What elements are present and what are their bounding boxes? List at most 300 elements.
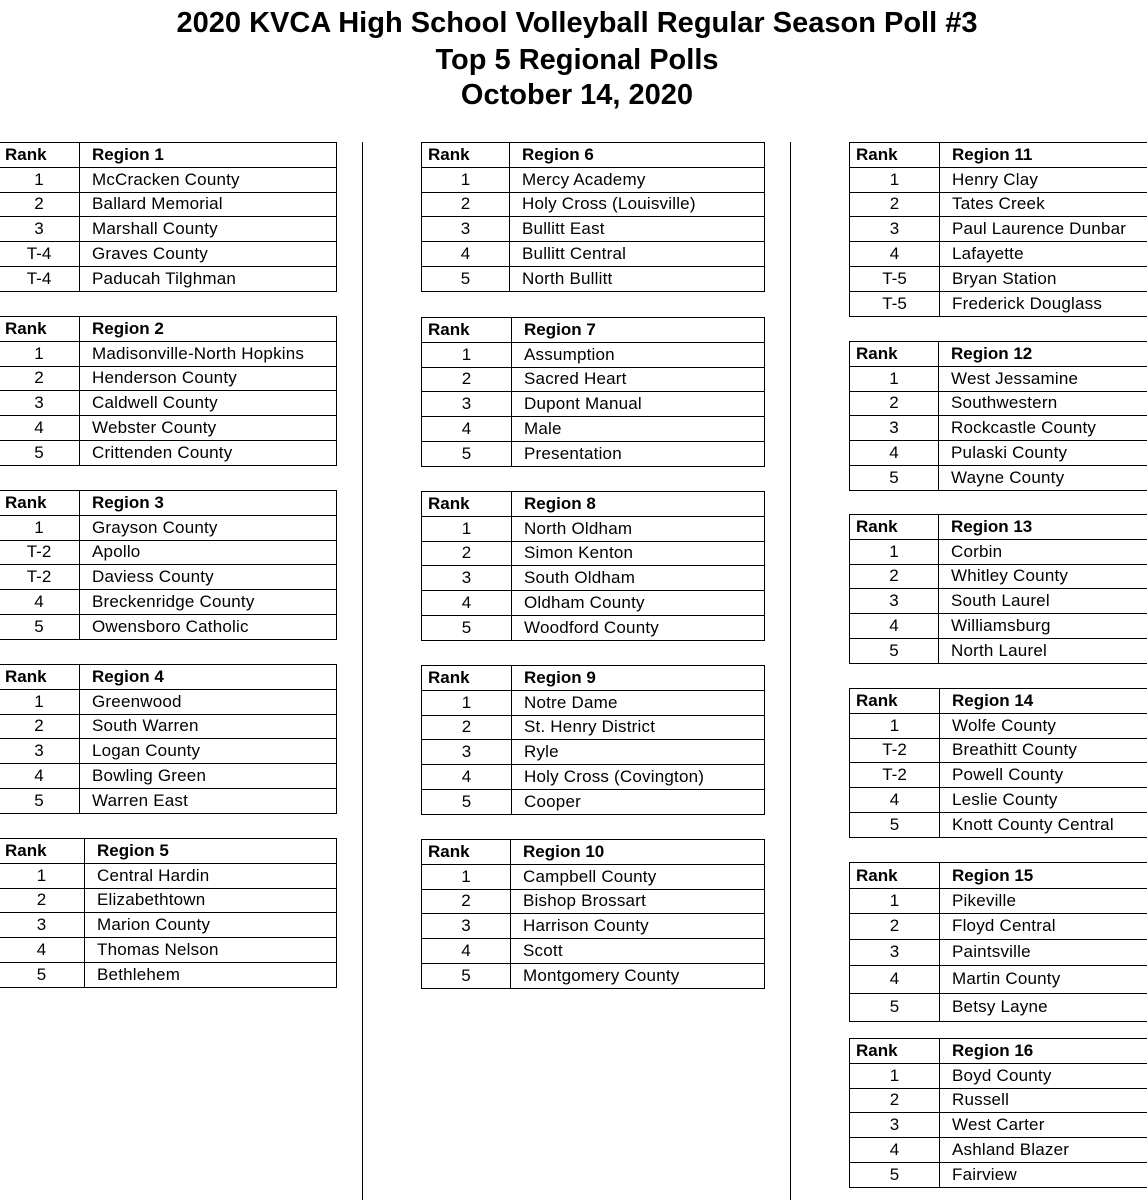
team-cell: Bishop Brossart <box>511 889 765 914</box>
column-divider-1 <box>362 142 363 1200</box>
table-row <box>850 1138 1147 1163</box>
rank-cell: T-2 <box>0 540 80 565</box>
table-row <box>850 242 1147 267</box>
rank-cell: 2 <box>0 714 80 739</box>
team-cell: Graves County <box>80 242 337 267</box>
team-cell: Martin County <box>940 965 1147 993</box>
rank-cell: 2 <box>850 192 940 217</box>
region-name: Region 12 <box>939 342 1147 367</box>
team-cell: Holy Cross (Covington) <box>512 765 765 790</box>
team-cell: Bullitt East <box>510 217 765 242</box>
team-cell: Owensboro Catholic <box>80 614 337 639</box>
region-name: Region 16 <box>940 1039 1147 1064</box>
team-cell: Russell <box>940 1088 1147 1113</box>
rank-cell: 3 <box>422 740 512 765</box>
table-header-row <box>850 863 1147 889</box>
rank-cell: 4 <box>422 765 512 790</box>
region-8-table <box>421 491 765 641</box>
table-row <box>422 914 765 939</box>
table-row <box>422 889 765 914</box>
table-header-row <box>0 839 337 864</box>
team-cell: Madisonville-North Hopkins <box>80 341 337 366</box>
rank-cell: 1 <box>422 342 512 367</box>
rank-cell: 4 <box>0 938 85 963</box>
table-row <box>422 690 765 715</box>
rank-header: Rank <box>850 863 940 889</box>
rank-cell: 4 <box>422 591 512 616</box>
table-row <box>850 788 1147 813</box>
table-row <box>422 516 765 541</box>
table-row <box>0 391 337 416</box>
rank-cell: 3 <box>422 566 512 591</box>
table-row <box>850 812 1147 837</box>
rank-cell: 5 <box>850 812 940 837</box>
team-cell: Bryan Station <box>940 266 1147 291</box>
table-row <box>422 566 765 591</box>
team-cell: South Laurel <box>939 589 1147 614</box>
team-cell: North Laurel <box>939 638 1147 663</box>
team-cell: Crittenden County <box>80 440 337 465</box>
rank-cell: 2 <box>850 564 939 589</box>
table-row <box>422 392 765 417</box>
rank-header: Rank <box>422 666 512 691</box>
table-row <box>0 863 337 888</box>
team-cell: Boyd County <box>940 1063 1147 1088</box>
team-cell: Cooper <box>512 789 765 814</box>
rank-cell: 3 <box>0 217 80 242</box>
region-14-table <box>849 688 1147 838</box>
team-cell: Mercy Academy <box>510 167 765 192</box>
table-row <box>850 465 1147 490</box>
team-cell: Caldwell County <box>80 391 337 416</box>
region-name: Region 2 <box>80 317 337 342</box>
rank-cell: 2 <box>850 1088 940 1113</box>
rank-cell: 3 <box>850 217 940 242</box>
rank-cell: 2 <box>422 192 510 217</box>
table-row <box>850 167 1147 192</box>
rank-cell: 3 <box>850 416 939 441</box>
table-row <box>850 539 1147 564</box>
team-cell: Central Hardin <box>85 863 337 888</box>
team-cell: Marshall County <box>80 217 337 242</box>
region-5-table <box>0 838 337 988</box>
region-4-table <box>0 664 337 814</box>
table-row <box>422 266 765 291</box>
table-row <box>0 192 337 217</box>
table-row <box>850 1063 1147 1088</box>
team-cell: Floyd Central <box>940 914 1147 940</box>
poll-subtitle: Top 5 Regional Polls <box>435 44 719 76</box>
rank-cell: 5 <box>422 963 511 988</box>
team-cell: South Warren <box>80 714 337 739</box>
rank-cell: 3 <box>422 217 510 242</box>
team-cell: St. Henry District <box>512 715 765 740</box>
rank-header: Rank <box>850 1039 940 1064</box>
table-row <box>0 962 337 987</box>
rank-cell: 2 <box>850 914 940 940</box>
table-row <box>422 789 765 814</box>
rank-cell: 5 <box>422 789 512 814</box>
rank-cell: 1 <box>850 366 939 391</box>
table-header-row <box>0 317 337 342</box>
team-cell: Male <box>512 417 765 442</box>
table-row <box>850 993 1147 1021</box>
team-cell: Williamsburg <box>939 614 1147 639</box>
table-header-row <box>850 143 1147 168</box>
rank-cell: 4 <box>850 965 940 993</box>
rank-cell: T-2 <box>850 738 940 763</box>
team-cell: Pulaski County <box>939 441 1147 466</box>
table-row <box>850 889 1147 914</box>
table-row <box>422 167 765 192</box>
rank-header: Rank <box>422 492 512 517</box>
rank-cell: 5 <box>0 788 80 813</box>
table-row <box>0 614 337 639</box>
table-row <box>0 689 337 714</box>
rank-cell: 3 <box>850 1113 940 1138</box>
team-cell: Apollo <box>80 540 337 565</box>
rank-cell: 4 <box>850 242 940 267</box>
region-name: Region 8 <box>512 492 765 517</box>
region-11-table <box>849 142 1147 317</box>
rank-cell: 5 <box>0 962 85 987</box>
region-name: Region 10 <box>511 840 765 865</box>
region-2-table <box>0 316 337 466</box>
team-cell: Simon Kenton <box>512 541 765 566</box>
rank-cell: T-2 <box>0 565 80 590</box>
table-row <box>422 441 765 466</box>
table-row <box>422 541 765 566</box>
table-row <box>0 764 337 789</box>
rank-cell: 4 <box>422 939 511 964</box>
team-cell: Ashland Blazer <box>940 1138 1147 1163</box>
rank-cell: 3 <box>422 914 511 939</box>
rank-cell: 5 <box>850 638 939 663</box>
table-row <box>850 614 1147 639</box>
team-cell: Grayson County <box>80 515 337 540</box>
team-cell: West Carter <box>940 1113 1147 1138</box>
team-cell: Bethlehem <box>85 962 337 987</box>
team-cell: Thomas Nelson <box>85 938 337 963</box>
rank-header: Rank <box>850 689 940 714</box>
table-row <box>0 515 337 540</box>
team-cell: Sacred Heart <box>512 367 765 392</box>
rank-cell: 5 <box>0 440 80 465</box>
rank-cell: 4 <box>0 590 80 615</box>
rank-cell: 1 <box>850 889 940 914</box>
team-cell: Paducah Tilghman <box>80 266 337 291</box>
team-cell: Woodford County <box>512 615 765 640</box>
team-cell: Webster County <box>80 416 337 441</box>
rank-cell: T-5 <box>850 291 940 316</box>
team-cell: Presentation <box>512 441 765 466</box>
region-name: Region 9 <box>512 666 765 691</box>
table-row <box>422 864 765 889</box>
team-cell: Notre Dame <box>512 690 765 715</box>
team-cell: Henderson County <box>80 366 337 391</box>
table-row <box>422 242 765 267</box>
rank-cell: T-4 <box>0 266 80 291</box>
team-cell: West Jessamine <box>939 366 1147 391</box>
team-cell: Campbell County <box>511 864 765 889</box>
team-cell: Bullitt Central <box>510 242 765 267</box>
team-cell: Wayne County <box>939 465 1147 490</box>
table-row <box>422 963 765 988</box>
rank-cell: 3 <box>0 913 85 938</box>
rank-cell: 1 <box>422 864 511 889</box>
table-row <box>850 391 1147 416</box>
rank-header: Rank <box>0 839 85 864</box>
region-name: Region 11 <box>940 143 1147 168</box>
table-row <box>850 192 1147 217</box>
table-header-row <box>850 689 1147 714</box>
region-name: Region 5 <box>85 839 337 864</box>
rank-cell: T-5 <box>850 266 940 291</box>
table-row <box>850 914 1147 940</box>
table-row <box>422 740 765 765</box>
team-cell: Ryle <box>512 740 765 765</box>
table-row <box>0 938 337 963</box>
team-cell: Lafayette <box>940 242 1147 267</box>
rank-cell: 4 <box>850 788 940 813</box>
table-row <box>850 416 1147 441</box>
table-row <box>0 739 337 764</box>
team-cell: South Oldham <box>512 566 765 591</box>
table-row <box>0 266 337 291</box>
rank-cell: 2 <box>422 541 512 566</box>
rank-header: Rank <box>0 317 80 342</box>
table-row <box>850 266 1147 291</box>
table-row <box>850 366 1147 391</box>
region-15-table <box>849 862 1147 1022</box>
rank-cell: 1 <box>850 167 940 192</box>
rank-header: Rank <box>850 143 940 168</box>
team-cell: Scott <box>511 939 765 964</box>
table-header-row <box>422 143 765 168</box>
rank-cell: 1 <box>422 167 510 192</box>
team-cell: Corbin <box>939 539 1147 564</box>
rank-cell: 5 <box>850 1162 940 1187</box>
rank-cell: 2 <box>0 366 80 391</box>
table-header-row <box>850 1039 1147 1064</box>
team-cell: Southwestern <box>939 391 1147 416</box>
rank-cell: 3 <box>850 939 940 965</box>
region-7-table <box>421 317 765 467</box>
rank-header: Rank <box>850 515 939 540</box>
table-row <box>422 615 765 640</box>
rank-cell: 4 <box>0 416 80 441</box>
table-row <box>850 939 1147 965</box>
rank-cell: 2 <box>422 889 511 914</box>
rank-cell: 1 <box>0 863 85 888</box>
table-row <box>850 1162 1147 1187</box>
team-cell: Harrison County <box>511 914 765 939</box>
table-row <box>422 217 765 242</box>
rank-cell: 1 <box>0 689 80 714</box>
rank-cell: 2 <box>850 391 939 416</box>
rank-cell: 4 <box>422 242 510 267</box>
team-cell: Powell County <box>940 763 1147 788</box>
rank-cell: 3 <box>422 392 512 417</box>
table-header-row <box>422 840 765 865</box>
team-cell: Tates Creek <box>940 192 1147 217</box>
table-header-row <box>850 342 1147 367</box>
table-row <box>422 342 765 367</box>
team-cell: Leslie County <box>940 788 1147 813</box>
rank-cell: 5 <box>422 266 510 291</box>
team-cell: North Oldham <box>512 516 765 541</box>
region-name: Region 15 <box>940 863 1147 889</box>
table-row <box>850 1088 1147 1113</box>
team-cell: Daviess County <box>80 565 337 590</box>
team-cell: Rockcastle County <box>939 416 1147 441</box>
team-cell: Greenwood <box>80 689 337 714</box>
team-cell: Frederick Douglass <box>940 291 1147 316</box>
team-cell: Fairview <box>940 1162 1147 1187</box>
team-cell: Breathitt County <box>940 738 1147 763</box>
poll-date: October 14, 2020 <box>460 79 694 111</box>
team-cell: Whitley County <box>939 564 1147 589</box>
rank-header: Rank <box>0 491 80 516</box>
table-row <box>422 417 765 442</box>
region-name: Region 3 <box>80 491 337 516</box>
team-cell: Bowling Green <box>80 764 337 789</box>
table-header-row <box>422 666 765 691</box>
rank-cell: 1 <box>0 341 80 366</box>
poll-title: 2020 KVCA High School Volleyball Regular Season Poll #3 <box>176 7 978 39</box>
table-row <box>0 440 337 465</box>
rank-cell: 3 <box>0 739 80 764</box>
rank-cell: 1 <box>850 1063 940 1088</box>
rank-cell: T-2 <box>850 763 940 788</box>
table-row <box>850 589 1147 614</box>
team-cell: Oldham County <box>512 591 765 616</box>
region-name: Region 13 <box>939 515 1147 540</box>
team-cell: Paintsville <box>940 939 1147 965</box>
table-header-row <box>850 515 1147 540</box>
table-row <box>850 738 1147 763</box>
rank-header: Rank <box>0 143 80 168</box>
team-cell: McCracken County <box>80 167 337 192</box>
table-row <box>850 564 1147 589</box>
table-row <box>0 788 337 813</box>
rank-cell: 4 <box>850 441 939 466</box>
table-row <box>850 1113 1147 1138</box>
region-3-table <box>0 490 337 640</box>
table-row <box>422 715 765 740</box>
team-cell: Ballard Memorial <box>80 192 337 217</box>
rank-cell: 2 <box>422 715 512 740</box>
column-divider-2 <box>790 142 791 1200</box>
rank-cell: 2 <box>422 367 512 392</box>
team-cell: Paul Laurence Dunbar <box>940 217 1147 242</box>
table-row <box>422 591 765 616</box>
region-name: Region 1 <box>80 143 337 168</box>
team-cell: Henry Clay <box>940 167 1147 192</box>
table-row <box>0 217 337 242</box>
rank-cell: 1 <box>850 713 940 738</box>
table-row <box>850 217 1147 242</box>
table-header-row <box>0 665 337 690</box>
team-cell: Elizabethtown <box>85 888 337 913</box>
rank-cell: T-4 <box>0 242 80 267</box>
region-13-table <box>849 514 1147 664</box>
table-header-row <box>0 491 337 516</box>
table-row <box>0 242 337 267</box>
rank-cell: 2 <box>0 192 80 217</box>
region-1-table <box>0 142 337 292</box>
region-name: Region 14 <box>940 689 1147 714</box>
table-header-row <box>422 492 765 517</box>
rank-cell: 5 <box>422 615 512 640</box>
rank-cell: 1 <box>422 516 512 541</box>
table-row <box>0 913 337 938</box>
table-row <box>850 291 1147 316</box>
table-row <box>850 638 1147 663</box>
region-10-table <box>421 839 765 989</box>
region-name: Region 4 <box>80 665 337 690</box>
table-row <box>0 366 337 391</box>
rank-cell: 1 <box>0 515 80 540</box>
team-cell: Breckenridge County <box>80 590 337 615</box>
team-cell: Dupont Manual <box>512 392 765 417</box>
table-row <box>0 416 337 441</box>
team-cell: Betsy Layne <box>940 993 1147 1021</box>
rank-cell: 3 <box>850 589 939 614</box>
team-cell: Montgomery County <box>511 963 765 988</box>
table-row <box>0 540 337 565</box>
table-row <box>850 713 1147 738</box>
table-row <box>850 965 1147 993</box>
table-header-row <box>0 143 337 168</box>
team-cell: Pikeville <box>940 889 1147 914</box>
table-row <box>0 167 337 192</box>
team-cell: Assumption <box>512 342 765 367</box>
table-row <box>0 714 337 739</box>
team-cell: Wolfe County <box>940 713 1147 738</box>
rank-cell: 2 <box>0 888 85 913</box>
team-cell: Marion County <box>85 913 337 938</box>
rank-header: Rank <box>422 840 511 865</box>
rank-cell: 4 <box>422 417 512 442</box>
rank-cell: 1 <box>422 690 512 715</box>
rank-cell: 4 <box>850 614 939 639</box>
rank-cell: 1 <box>850 539 939 564</box>
region-name: Region 6 <box>510 143 765 168</box>
region-16-table <box>849 1038 1147 1188</box>
region-name: Region 7 <box>512 318 765 343</box>
table-row <box>0 565 337 590</box>
rank-cell: 1 <box>0 167 80 192</box>
team-cell: North Bullitt <box>510 266 765 291</box>
rank-cell: 4 <box>850 1138 940 1163</box>
table-row <box>422 367 765 392</box>
rank-cell: 4 <box>0 764 80 789</box>
rank-cell: 5 <box>0 614 80 639</box>
team-cell: Knott County Central <box>940 812 1147 837</box>
table-row <box>0 888 337 913</box>
table-row <box>850 763 1147 788</box>
rank-cell: 5 <box>850 993 940 1021</box>
table-row <box>422 192 765 217</box>
region-12-table <box>849 341 1147 491</box>
team-cell: Holy Cross (Louisville) <box>510 192 765 217</box>
rank-cell: 3 <box>0 391 80 416</box>
table-row <box>0 341 337 366</box>
table-row <box>422 765 765 790</box>
team-cell: Warren East <box>80 788 337 813</box>
region-9-table <box>421 665 765 815</box>
